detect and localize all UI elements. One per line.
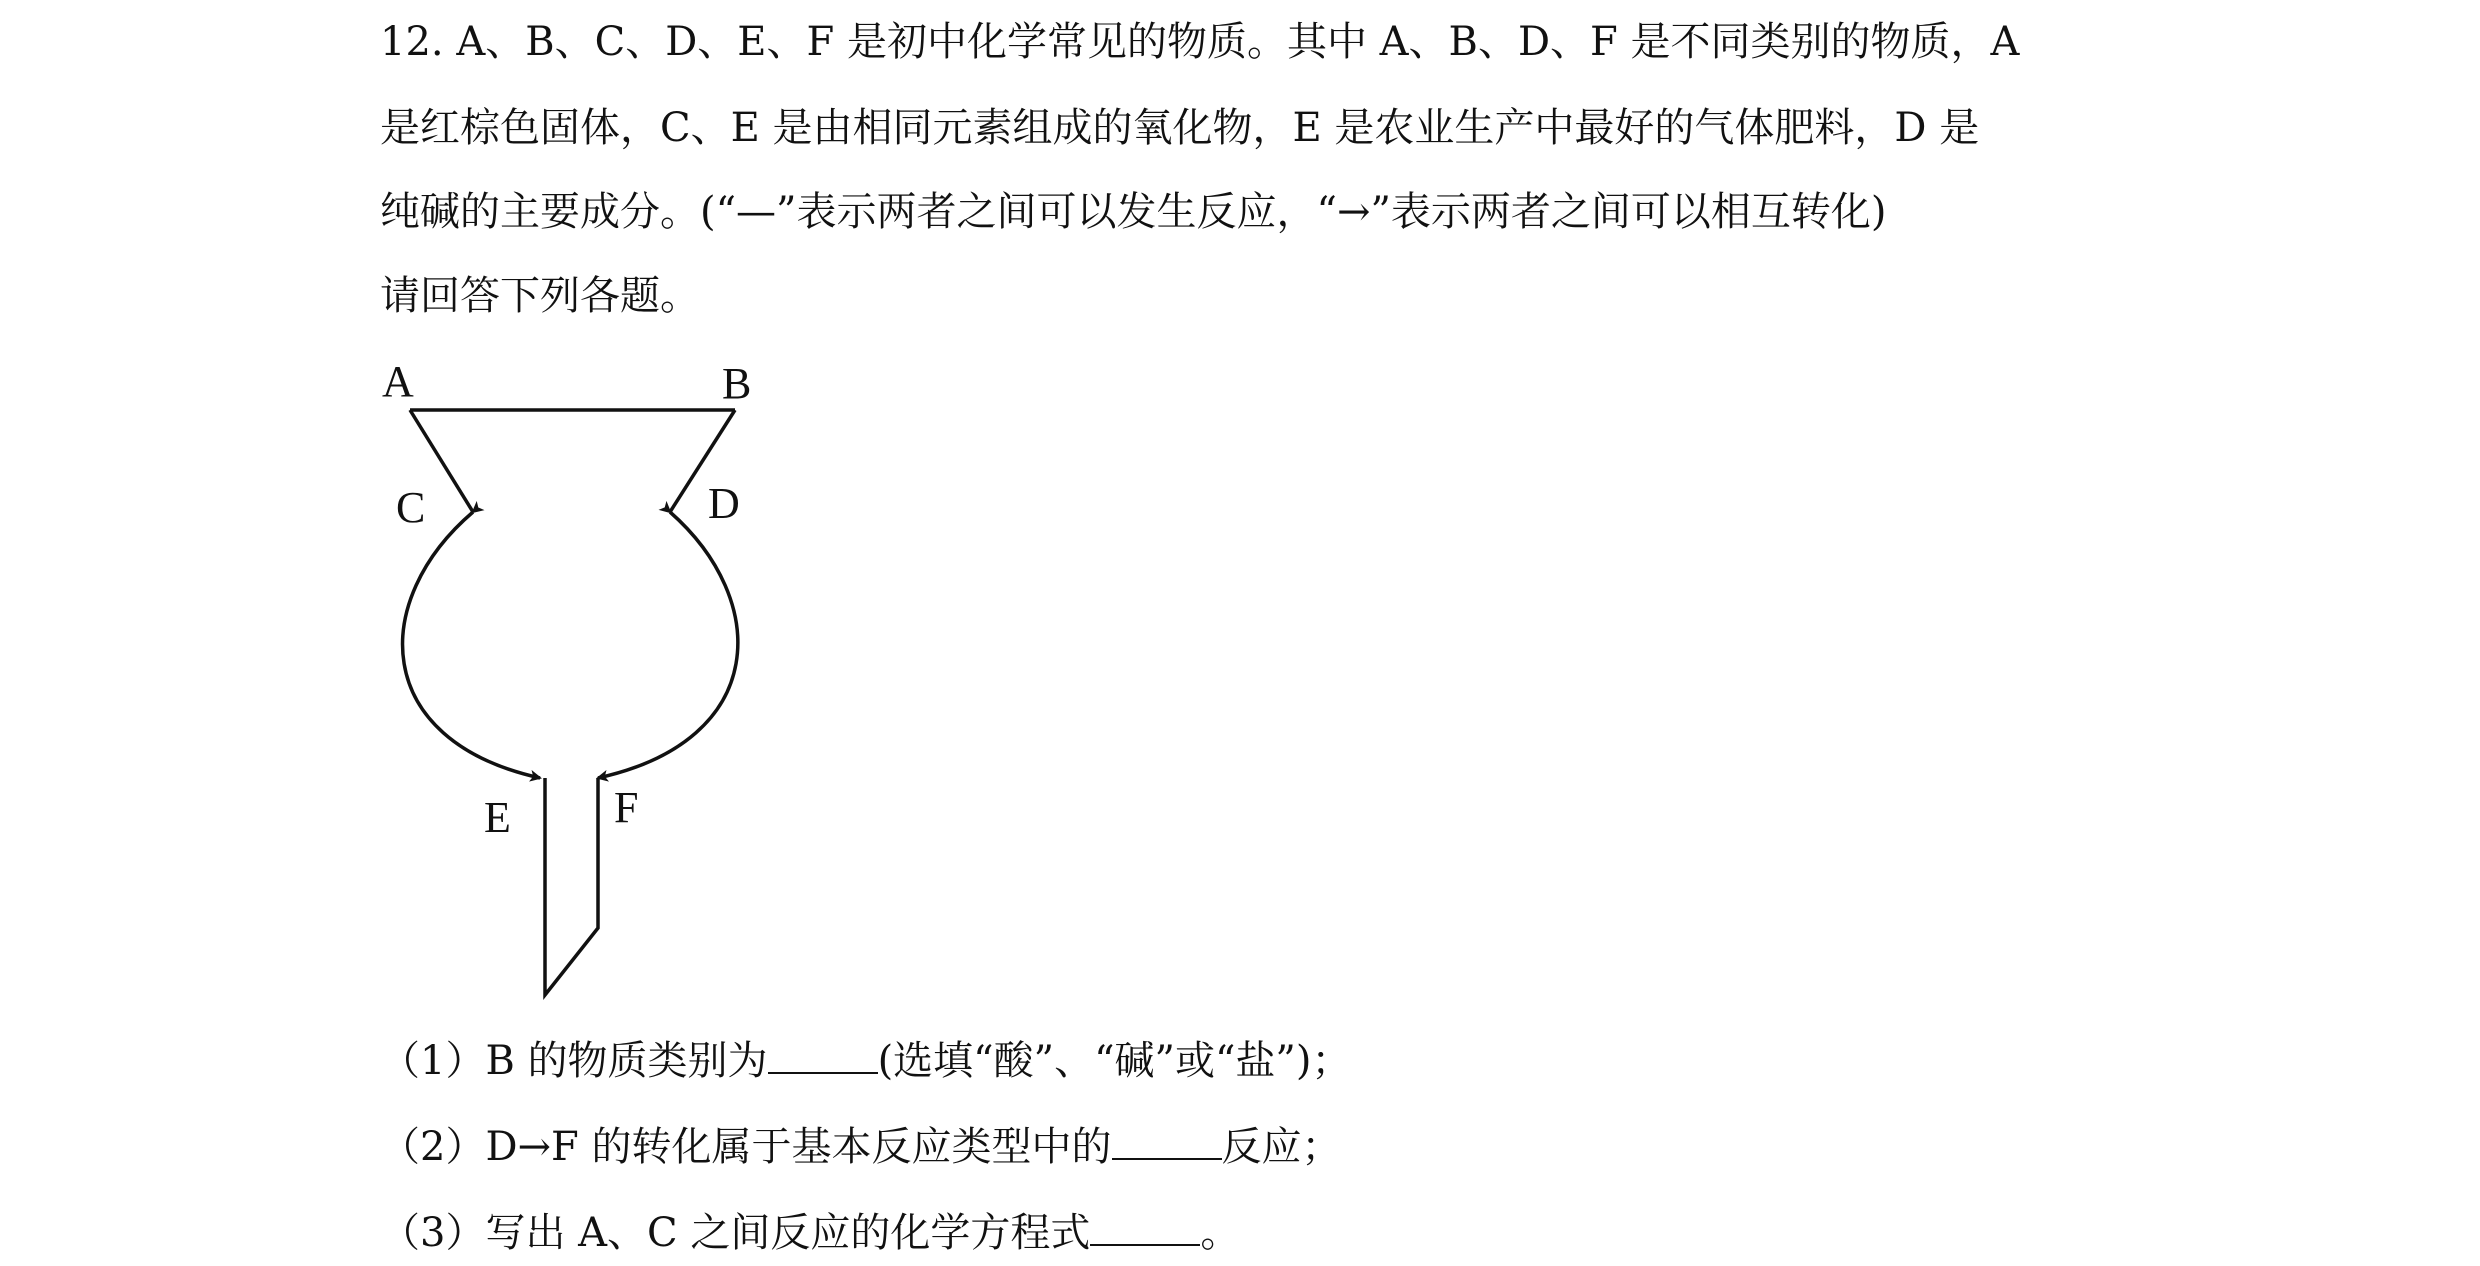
problem-text-line-3: 纯碱的主要成分。(“—”表示两者之间可以发生反应，“→”表示两者之间可以相互转化) [380,189,1887,235]
answer-blank[interactable] [1112,1122,1222,1160]
question-text: D→F 的转化属于基本反应类型中的 [485,1124,1112,1170]
problem-text-line-1: 12. A、B、C、D、E、F 是初中化学常见的物质。其中 A、B、D、F 是不同类别的物质，A [380,19,2020,65]
label-b: B [722,359,752,408]
arrow-d-f [598,512,738,778]
question-number: （3） [380,1210,486,1256]
question-text-suffix: 。 [1200,1210,1241,1256]
question-text: 写出 A、C 之间反应的化学方程式 [485,1210,1091,1256]
answer-blank[interactable] [1090,1208,1200,1246]
line-e-f [545,778,598,995]
question-text-suffix: (选填“酸”、“碱”或“盐”)； [877,1038,1352,1084]
label-a: A [382,357,414,406]
question-number: （1） [380,1038,486,1084]
arrow-c-e [403,512,540,778]
label-e: E [484,793,511,842]
question-text: B 的物质类别为 [485,1038,768,1084]
problem-text-line-2: 是红棕色固体，C、E 是由相同元素组成的氧化物，E 是农业生产中最好的气体肥料，D 是 [380,105,1980,151]
question-text-suffix: 反应； [1221,1124,1342,1170]
question-number: （2） [380,1124,486,1170]
label-d: D [708,479,740,528]
answer-blank[interactable] [768,1036,878,1074]
label-c: C [396,483,426,532]
question-3 [380,1208,1240,1257]
problem-text-line-4: 请回答下列各题。 [380,273,700,319]
question-1 [380,1036,1351,1085]
label-f: F [614,783,639,832]
question-2 [380,1122,1342,1171]
